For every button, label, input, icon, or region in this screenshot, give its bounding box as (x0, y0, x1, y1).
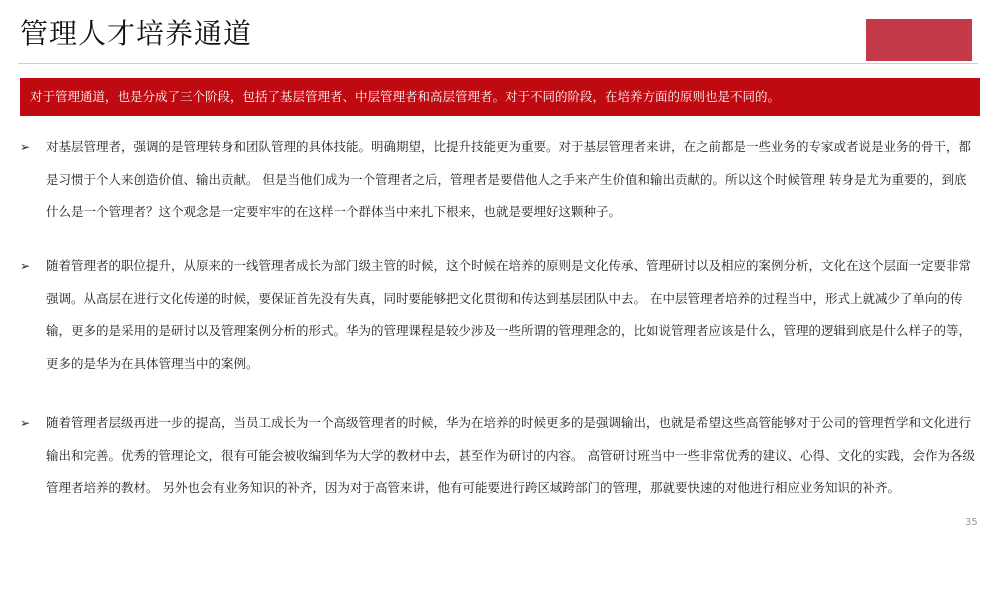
arrow-bullet-icon: ➢ (20, 140, 31, 154)
bullet-item-middle-managers (20, 250, 975, 380)
bullet-item-basic-managers (20, 131, 975, 229)
slide-title: 管理人才培养通道 (20, 17, 253, 50)
decorative-red-block (866, 19, 972, 61)
bullet-text: 对基层管理者，强调的是管理转身和团队管理的具体技能。明确期望，比提升技能更为重要。对于基层管理者来讲，在之前都是一些业务的专家或者说是业务的骨干，都是习惯于个人来创造价值、输出贡献。 但是当他们成为一个管理者之后，管理者是要借他人之手来产生价值和输出贡献的。所以这个时候管理 转身是尤为重要的，到底什么是一个管理者？这个观念是一定要牢牢的在这样一个群体当中来扎下根来，也就是要埋好这颗种子。 (46, 139, 972, 219)
bullet-text: 随着管理者层级再进一步的提高，当员工成长为一个高级管理者的时候，华为在培养的时候更多的是强调输出，也就是希望这些高管能够对于公司的管理哲学和文化进行输出和完善。优秀的管理论文，很有可能会被收编到华为大学的教材中去，甚至作为研讨的内容。 高管研讨班当中一些非常优秀的建议、心得、文化的实践，会作为各级管理者培养的教材。 另外也会有业务知识的补齐，因为对于高管来讲，他有可能要进行跨区域跨部门的管理，那就要快速的对他进行相应业务知识的补齐。 (46, 415, 975, 495)
bullet-text: 随着管理者的职位提升，从原来的一线管理者成长为部门级主管的时候，这个时候在培养的原则是文化传承、管理研讨以及相应的案例分析，文化在这个层面一定要非常强调。从高层在进行文化传递的时候，要保证首先没有失真，同时要能够把文化贯彻和传达到基层团队中去。 在中层管理者培养的过程当中，形式上就减少了单向的传输，更多的是采用的是研讨以及管理案例分析的形式。华为的管理课程是较少涉及一些所谓的管理理念的，比如说管理者应该是什么，管理的逻辑到底是什么样子的等，更多的是华为在具体管理当中的案例。 (46, 258, 972, 371)
arrow-bullet-icon: ➢ (20, 416, 31, 430)
page-number: 35 (965, 517, 978, 528)
bullet-item-senior-managers (20, 407, 975, 505)
title-divider (18, 63, 978, 64)
arrow-bullet-icon: ➢ (20, 259, 31, 273)
summary-banner: 对于管理通道，也是分成了三个阶段，包括了基层管理者、中层管理者和高层管理者。对于不同的阶段，在培养方面的原则也是不同的。 (20, 78, 980, 116)
